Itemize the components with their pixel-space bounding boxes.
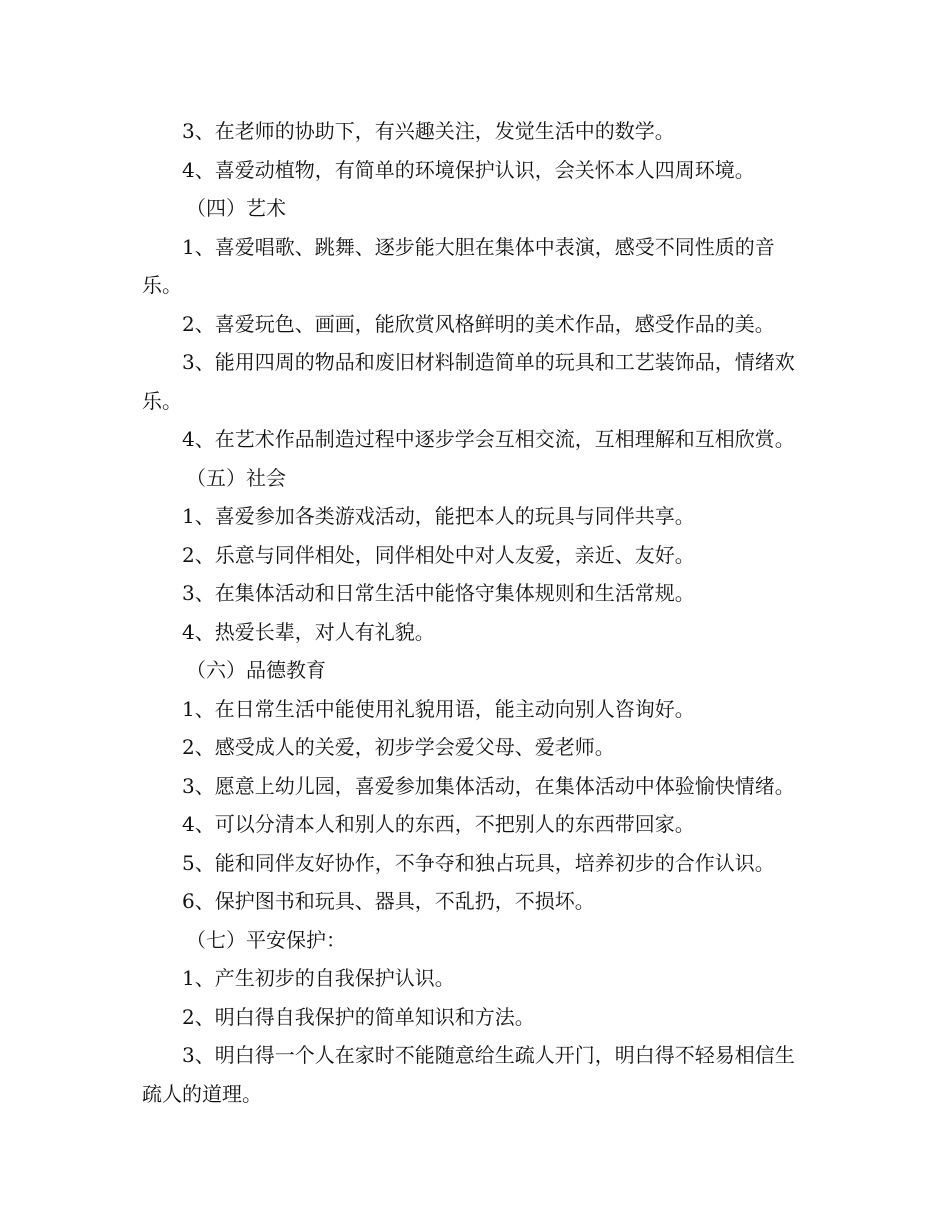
- paragraph-math-interest: 3、在老师的协助下，有兴趣关注，发觉生活中的数学。: [182, 119, 675, 143]
- paragraph-society-3: 3、在集体活动和日常生活中能恪守集体规则和生活常规。: [182, 581, 695, 605]
- paragraph-safety-1: 1、产生初步的自我保护认识。: [182, 966, 455, 990]
- paragraph-society-1: 1、喜爱参加各类游戏活动，能把本人的玩具与同伴共享。: [182, 504, 695, 528]
- paragraph-art-3: 3、能用四周的物品和废旧材料制造简单的玩具和工艺装饰品，情绪欢乐。: [142, 350, 795, 413]
- paragraph-safety-3: 3、明白得一个人在家时不能随意给生疏人开门，明白得不轻易相信生疏人的道理。: [142, 1043, 795, 1106]
- section-heading-safety: （七）平安保护：: [186, 927, 346, 952]
- paragraph-society-2: 2、乐意与同伴相处，同伴相处中对人友爱，亲近、友好。: [182, 542, 695, 567]
- section-heading-moral: （六）品德教育: [186, 658, 326, 682]
- paragraph-safety-2: 2、明白得自我保护的简单知识和方法。: [182, 1004, 535, 1029]
- paragraph-art-2: 2、喜爱玩色、画画，能欣赏风格鲜明的美术作品，感受作品的美。: [182, 311, 775, 336]
- document-body: [142, 112, 814, 1113]
- paragraph-moral-3: 3、愿意上幼儿园，喜爱参加集体活动，在集体活动中体验愉快情绪。: [182, 773, 795, 798]
- paragraph-society-4: 4、热爱长辈，对人有礼貌。: [182, 619, 435, 644]
- paragraph-moral-1: 1、在日常生活中能使用礼貌用语，能主动向别人咨询好。: [182, 696, 695, 721]
- paragraph-moral-2: 2、感受成人的关爱，初步学会爱父母、爱老师。: [182, 735, 615, 759]
- paragraph-moral-4: 4、可以分清本人和别人的东西，不把别人的东西带回家。: [182, 812, 695, 836]
- paragraph-moral-5: 5、能和同伴友好协作，不争夺和独占玩具，培养初步的合作认识。: [182, 850, 775, 875]
- paragraph-art-1: 1、喜爱唱歌、跳舞、逐步能大胆在集体中表演，感受不同性质的音乐。: [142, 234, 775, 297]
- paragraph-art-4: 4、在艺术作品制造过程中逐步学会互相交流，互相理解和互相欣赏。: [182, 427, 795, 451]
- paragraph-environment: 4、喜爱动植物，有简单的环境保护认识，会关怀本人四周环境。: [182, 157, 755, 182]
- paragraph-moral-6: 6、保护图书和玩具、器具，不乱扔，不损坏。: [182, 889, 595, 913]
- section-heading-art: （四）艺术: [186, 196, 286, 220]
- section-heading-society: （五）社会: [186, 465, 286, 490]
